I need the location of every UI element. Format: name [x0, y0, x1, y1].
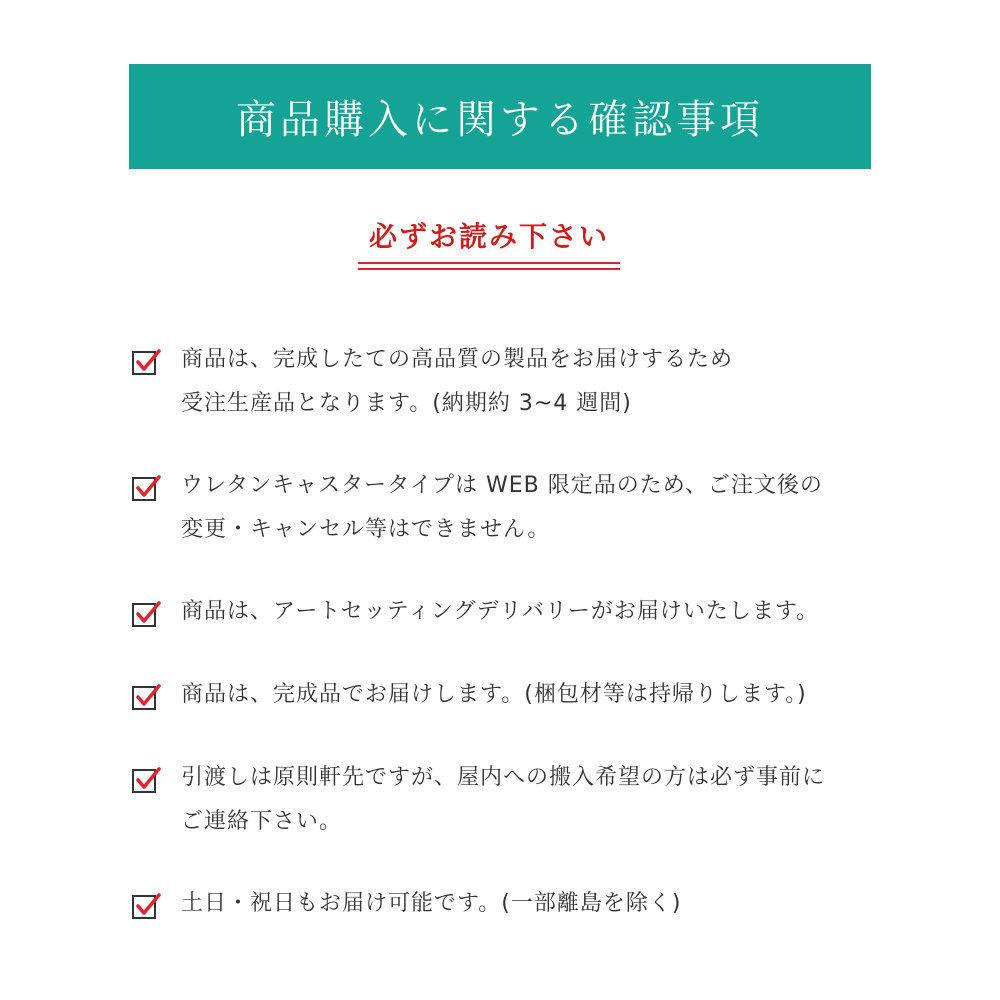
title-banner	[129, 64, 871, 169]
checkbox-checked-icon	[131, 892, 161, 922]
list-item	[131, 338, 921, 426]
list-item-line: 引渡しは原則軒先ですが、屋内への搬入希望の方は必ず事前に	[181, 765, 826, 790]
checkbox-checked-icon	[131, 683, 161, 713]
list-item-line: 商品は、完成したての高品質の製品をお届けするため	[181, 347, 734, 372]
list-item-line: 変更・キャンセル等はできません。	[181, 517, 551, 542]
list-item-text	[181, 882, 681, 926]
checkbox-checked-icon	[131, 348, 161, 378]
list-item-text	[181, 673, 807, 717]
list-item-text	[181, 338, 733, 426]
checkbox-checked-icon	[131, 600, 161, 630]
list-item	[131, 464, 921, 552]
list-item-line: ウレタンキャスタータイプは WEB 限定品のため、ご注文後の	[181, 473, 823, 498]
list-item-line: 土日・祝日もお届け可能です。(一部離島を除く)	[181, 891, 682, 916]
notice-underline-second	[358, 268, 620, 270]
list-item-line: 受注生産品となります。(納期約 3~4 週間)	[181, 391, 632, 416]
list-item-text	[181, 756, 825, 844]
list-item-text	[181, 464, 823, 552]
notice-heading	[358, 212, 620, 270]
checkbox-checked-icon	[131, 766, 161, 796]
list-item	[131, 673, 921, 717]
checkbox-checked-icon	[131, 474, 161, 504]
confirmation-list	[131, 338, 921, 926]
list-item-text	[181, 590, 819, 634]
list-item	[131, 756, 921, 844]
list-item-line: ご連絡下さい。	[181, 809, 343, 834]
notice-underline	[358, 262, 620, 264]
list-item	[131, 590, 921, 634]
list-item-line: 商品は、完成品でお届けします。(梱包材等は持帰りします。)	[181, 682, 807, 707]
list-item-line: 商品は、アートセッティングデリバリーがお届けいたします。	[181, 599, 820, 624]
list-item	[131, 882, 921, 926]
notice-label: 必ずお読み下さい	[368, 220, 609, 253]
page-title: 商品購入に関する確認事項	[236, 97, 764, 143]
